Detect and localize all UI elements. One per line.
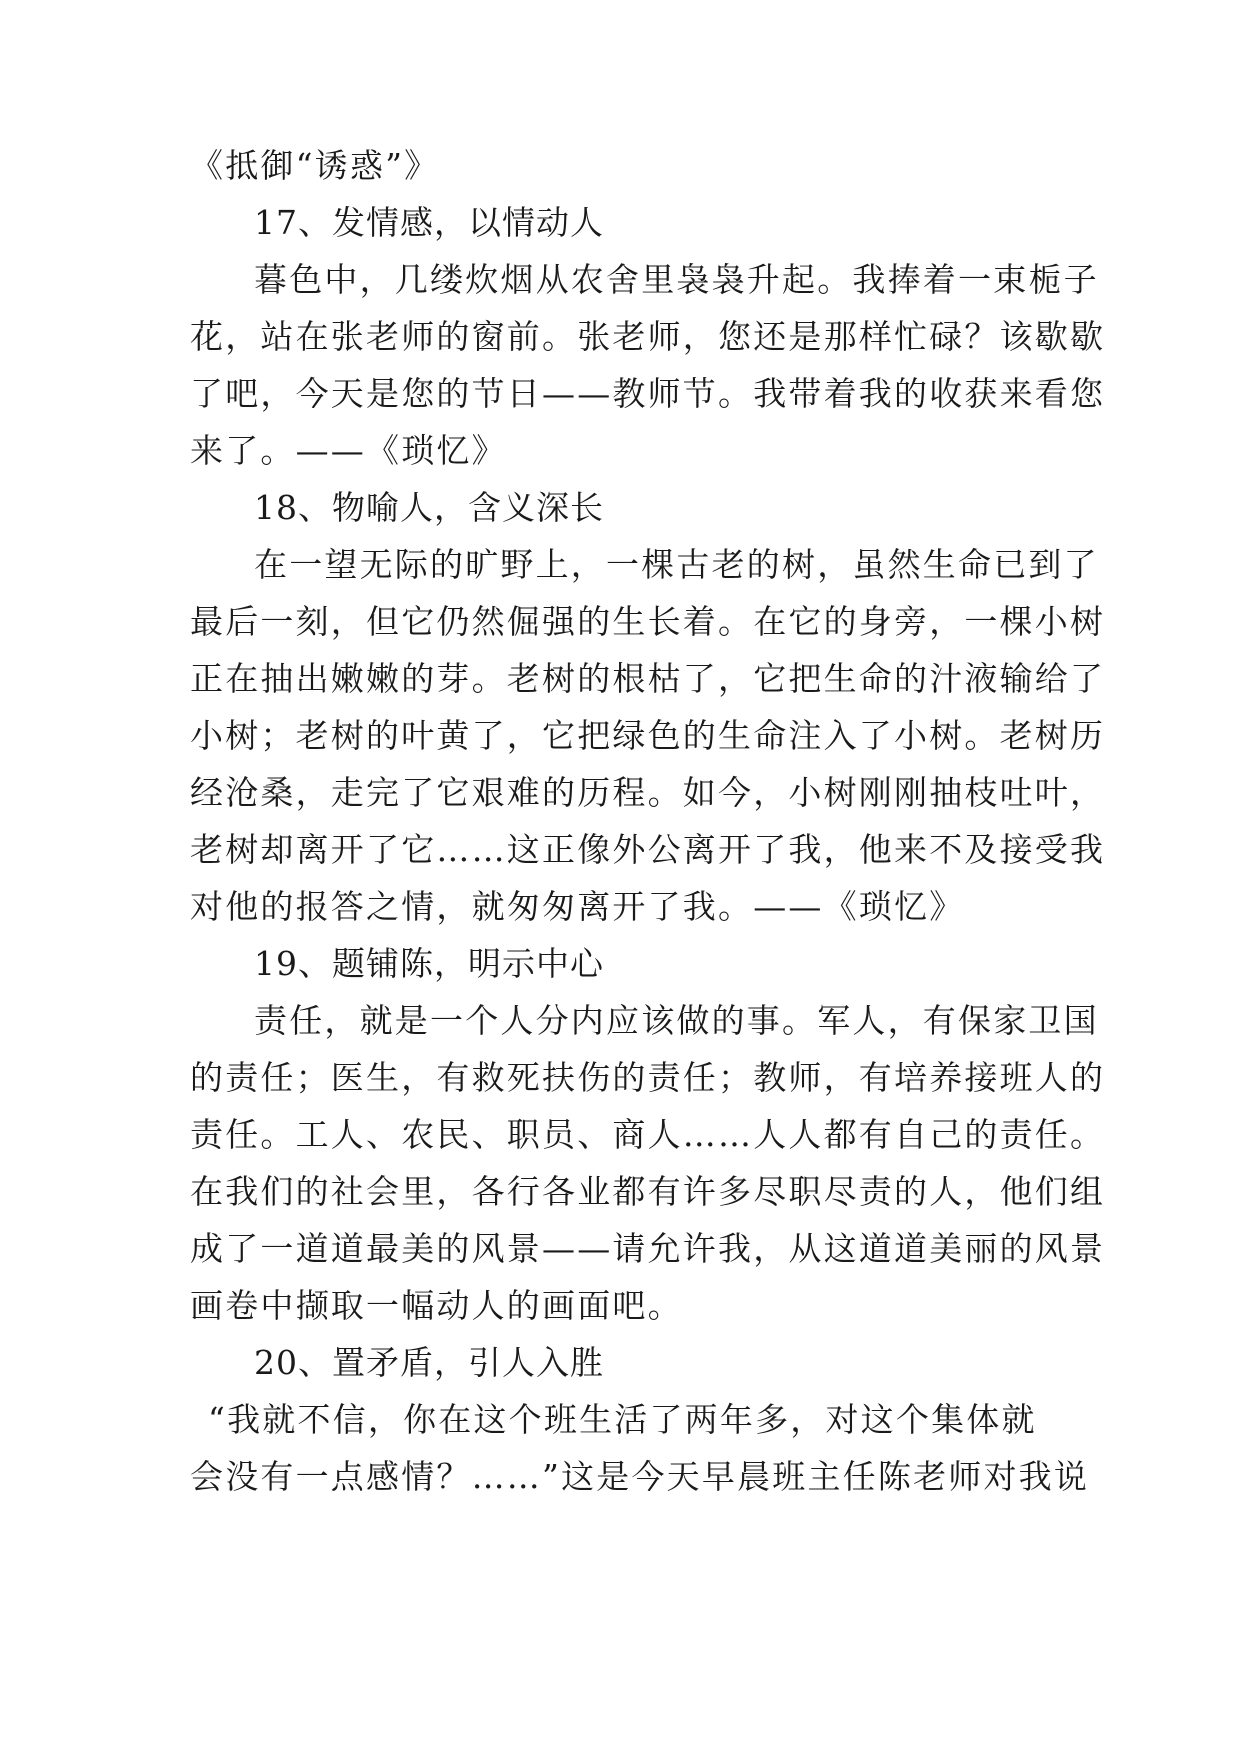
section-heading-19: 19、题铺陈，明示中心: [254, 944, 604, 983]
section-heading-18: 18、物喻人，含义深长: [254, 488, 604, 527]
paragraph-line: 了吧，今天是您的节日——教师节。我带着我的收获来看您: [190, 374, 1106, 413]
paragraph-line: 责任，就是一个人分内应该做的事。军人，有保家卫国: [254, 1001, 1099, 1040]
paragraph-line: 在我们的社会里，各行各业都有许多尽职尽责的人，他们组: [190, 1172, 1106, 1211]
paragraph-line: 在一望无际的旷野上，一棵古老的树，虽然生命已到了: [254, 545, 1099, 584]
paragraph-line: 暮色中，几缕炊烟从农舍里袅袅升起。我捧着一束栀子: [254, 260, 1099, 299]
paragraph-line: 老树却离开了它……这正像外公离开了我，他来不及接受我: [190, 830, 1106, 869]
paragraph-line: 来了。——《琐忆》: [190, 431, 507, 470]
paragraph-line: 花，站在张老师的窗前。张老师，您还是那样忙碌？该歇歇: [190, 317, 1106, 356]
quote-title-line: 《抵御“诱惑”》: [190, 146, 440, 185]
section-heading-20: 20、置矛盾，引人入胜: [254, 1343, 604, 1382]
paragraph-line: 画卷中撷取一幅动人的画面吧。: [190, 1286, 683, 1325]
section-heading-17: 17、发情感，以情动人: [254, 203, 604, 242]
paragraph-line: 成了一道道最美的风景——请允许我，从这道道美丽的风景: [190, 1229, 1106, 1268]
paragraph-line: 的责任；医生，有救死扶伤的责任；教师，有培养接班人的: [190, 1058, 1106, 1097]
paragraph-line: 小树；老树的叶黄了，它把绿色的生命注入了小树。老树历: [190, 716, 1106, 755]
paragraph-line: 正在抽出嫩嫩的芽。老树的根枯了，它把生命的汁液输给了: [190, 659, 1106, 698]
paragraph-line: “我就不信，你在这个班生活了两年多，对这个集体就: [208, 1400, 1037, 1439]
paragraph-line: 经沧桑，走完了它艰难的历程。如今，小树刚刚抽枝吐叶，: [190, 773, 1106, 812]
paragraph-line: 会没有一点感情？……”这是今天早晨班主任陈老师对我说: [190, 1457, 1090, 1496]
paragraph-line: 最后一刻，但它仍然倔强的生长着。在它的身旁，一棵小树: [190, 602, 1106, 641]
paragraph-line: 责任。工人、农民、职员、商人……人人都有自己的责任。: [190, 1115, 1106, 1154]
paragraph-line: 对他的报答之情，就匆匆离开了我。——《琐忆》: [190, 887, 965, 926]
